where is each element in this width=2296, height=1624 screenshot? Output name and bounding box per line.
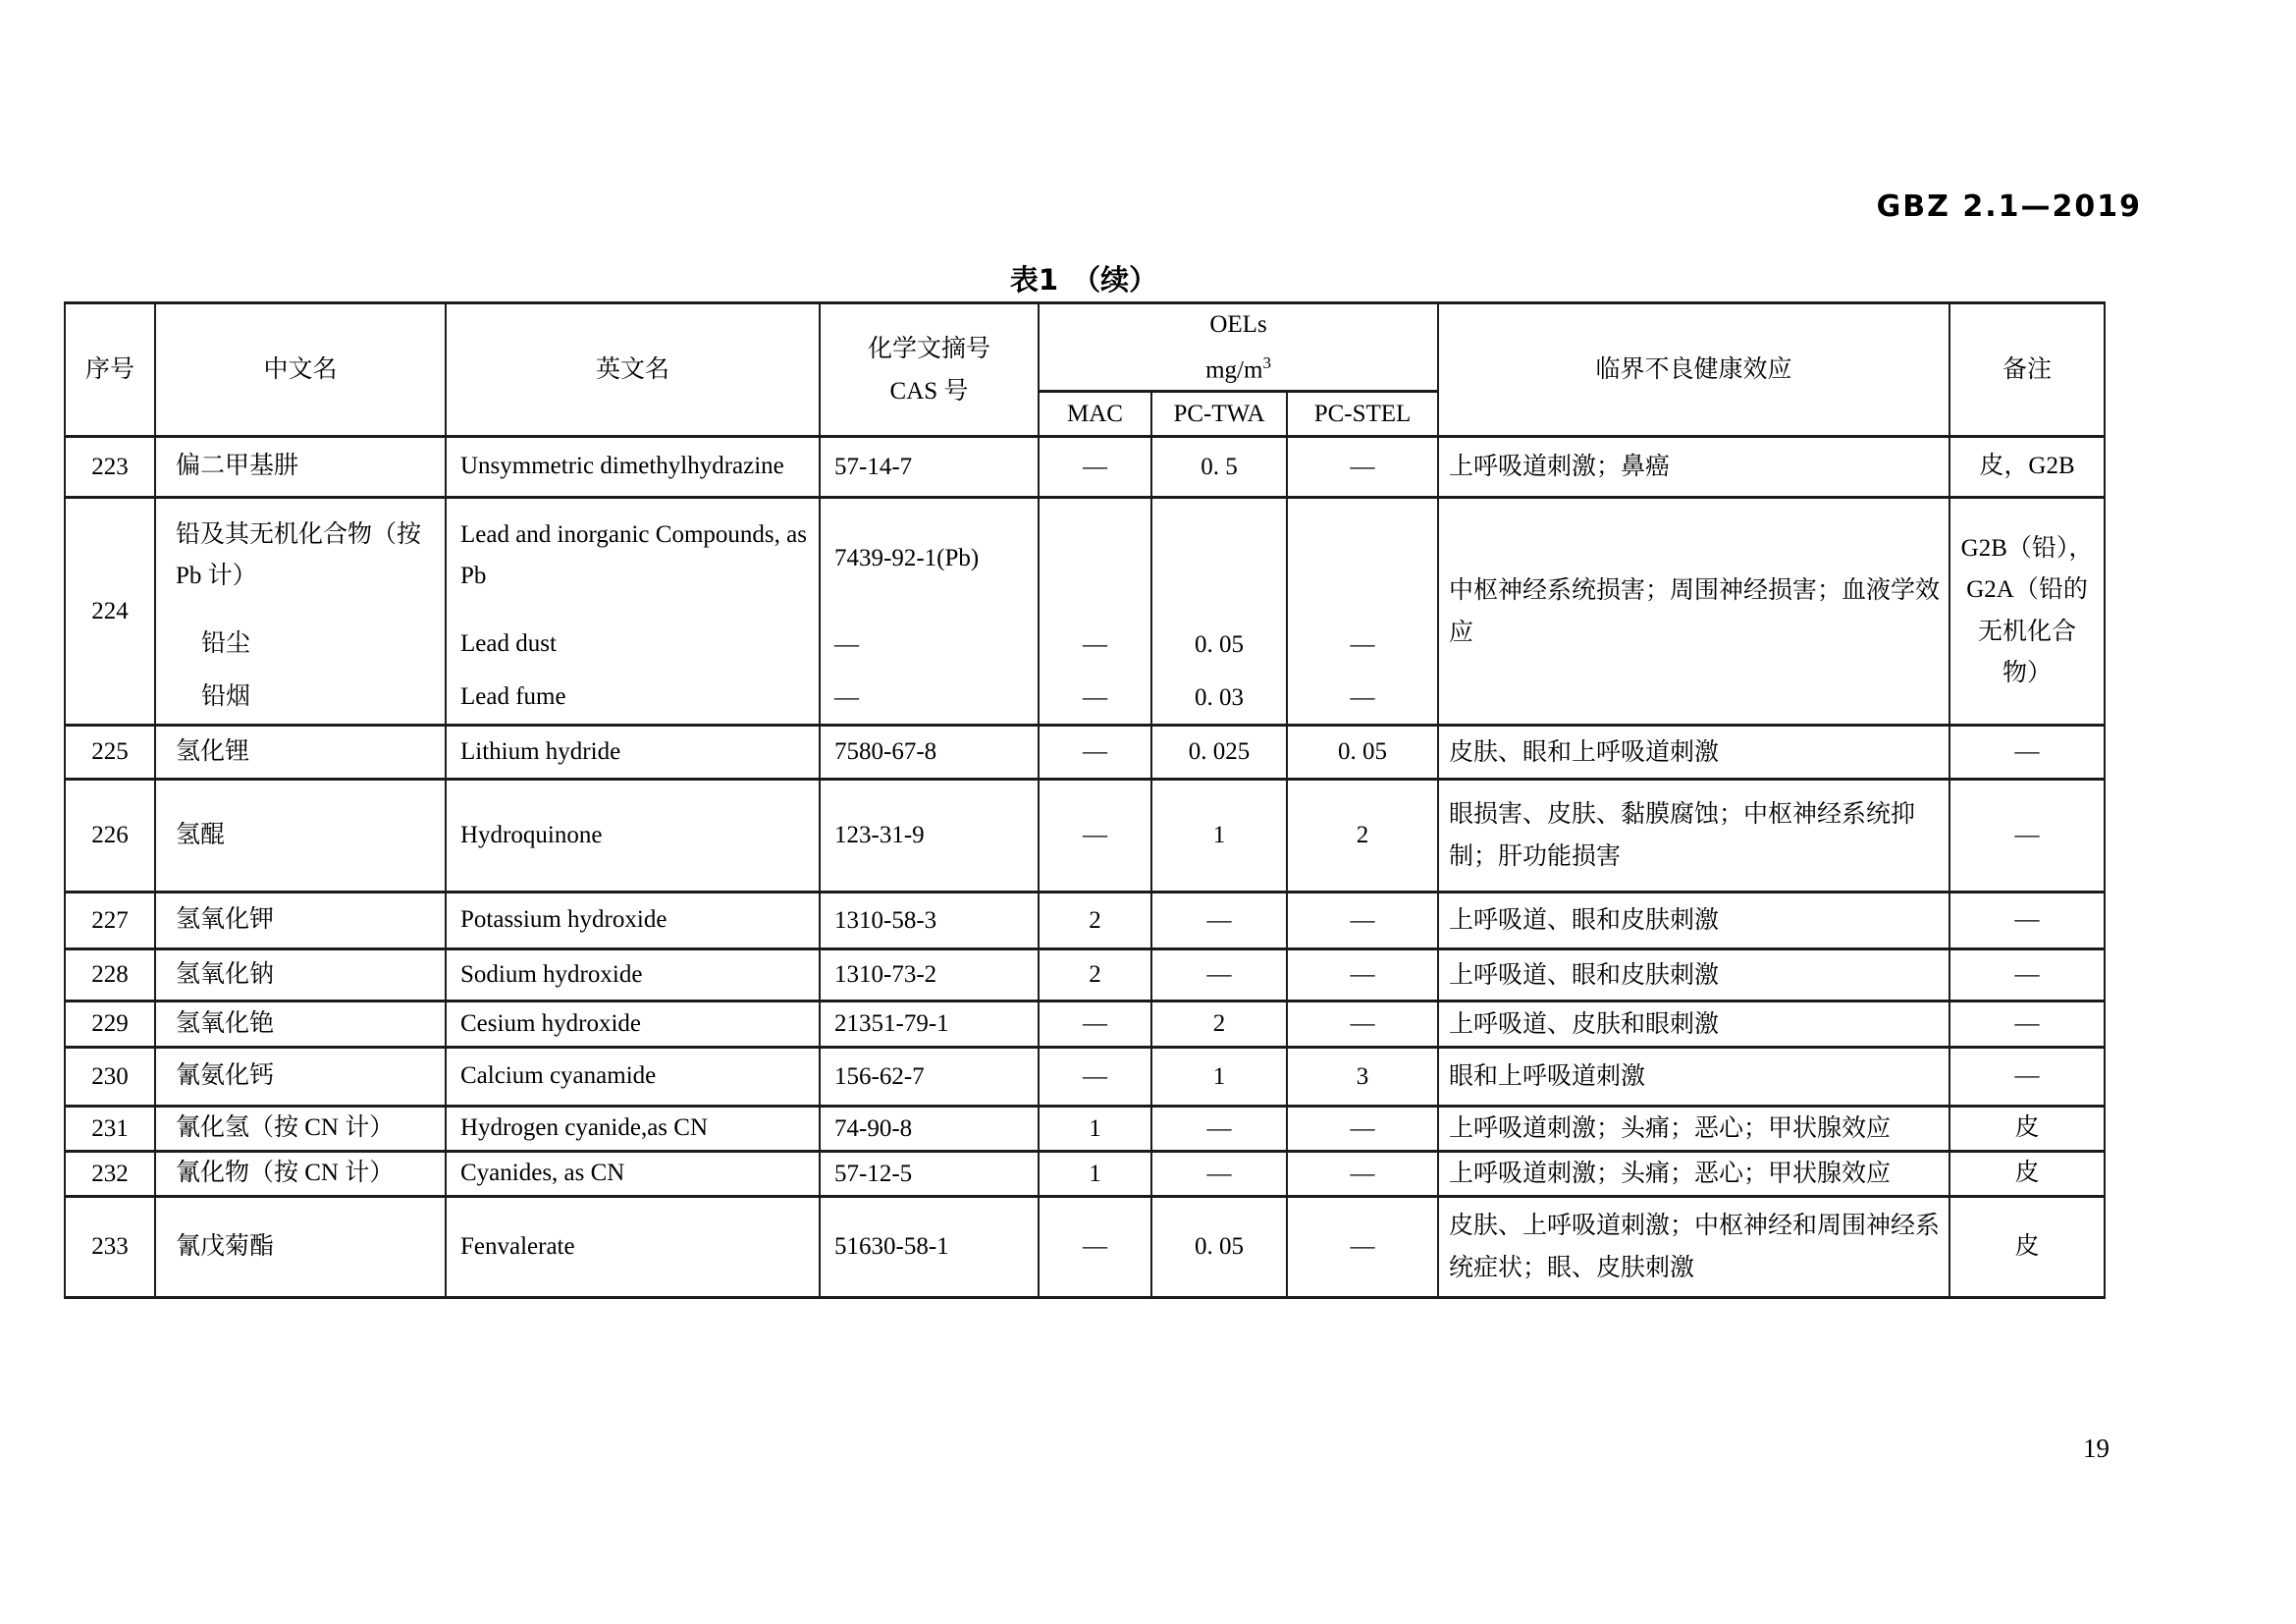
cell-english-name: Unsymmetric dimethylhydrazine: [446, 437, 820, 498]
header-oels-label: OELs: [1209, 310, 1267, 338]
cell-index: 227: [65, 893, 155, 949]
lead-dust-pc-twa: 0. 05: [1195, 630, 1244, 658]
cell-chinese-name: 偏二甲基肼: [155, 437, 446, 498]
cell-index: 226: [65, 780, 155, 893]
cell-mac: —: [1039, 1001, 1151, 1048]
cell-pc-stel: —: [1287, 437, 1438, 498]
cell-chinese-name: 氰戊菊酯: [155, 1197, 446, 1298]
cell-chinese-name: 氢氧化钠: [155, 949, 446, 1001]
lead-fume-mac: —: [1083, 683, 1107, 711]
cell-mac: 1: [1039, 1107, 1151, 1152]
cell-remark: —: [1949, 1001, 2105, 1048]
cell-english-name: Hydrogen cyanide,as CN: [446, 1107, 820, 1152]
cell-cas-number: 1310-58-3: [820, 893, 1039, 949]
cell-pc-stel: [1287, 498, 1438, 726]
cell-health-effects: 上呼吸道、皮肤和眼刺激: [1438, 1001, 1949, 1048]
cell-mac: —: [1039, 780, 1151, 893]
lead-dust-cn: 铅尘: [201, 630, 251, 658]
lead-group-name-cn: 铅及其无机化合物（按 Pb 计）: [176, 520, 422, 589]
header-mac: MAC: [1039, 392, 1151, 437]
cell-index: 233: [65, 1197, 155, 1298]
cell-health-effects: 上呼吸道、眼和皮肤刺激: [1438, 949, 1949, 1001]
cell-english-name: [446, 498, 820, 726]
cell-chinese-name: 氰化氢（按 CN 计）: [155, 1107, 446, 1152]
cell-index: 228: [65, 949, 155, 1001]
cell-pc-twa: [1151, 498, 1287, 726]
cell-health-effects: 上呼吸道刺激；头痛；恶心；甲状腺效应: [1438, 1107, 1949, 1152]
cell-chinese-name: [155, 498, 446, 726]
cell-remark: —: [1949, 1048, 2105, 1107]
cell-chinese-name: 氰氨化钙: [155, 1048, 446, 1107]
cell-health-effects: 眼损害、皮肤、黏膜腐蚀；中枢神经系统抑制；肝功能损害: [1438, 780, 1949, 893]
cell-index: 229: [65, 1001, 155, 1048]
header-pc-twa: PC-TWA: [1151, 392, 1287, 437]
cell-chinese-name: 氢化锂: [155, 726, 446, 780]
header-pc-stel: PC-STEL: [1287, 392, 1438, 437]
cell-pc-twa: 1: [1151, 1048, 1287, 1107]
cell-cas-number: 57-12-5: [820, 1152, 1039, 1197]
header-remarks: 备注: [1949, 303, 2105, 437]
cell-english-name: Sodium hydroxide: [446, 949, 820, 1001]
cell-pc-stel: 3: [1287, 1048, 1438, 1107]
header-chinese-name: 中文名: [155, 303, 446, 437]
cell-pc-twa: 0. 5: [1151, 437, 1287, 498]
table-title-continued: （续）: [1072, 263, 1158, 297]
cell-pc-twa: 1: [1151, 780, 1287, 893]
cell-chinese-name: 氢氧化钾: [155, 893, 446, 949]
table-title-number: 表1: [1009, 263, 1059, 297]
lead-fume-en: Lead fume: [460, 683, 566, 711]
cell-index: 232: [65, 1152, 155, 1197]
cell-pc-twa: —: [1151, 1152, 1287, 1197]
table-row: [65, 893, 2105, 949]
cell-mac: —: [1039, 1048, 1151, 1107]
cell-remark: 皮: [1949, 1152, 2105, 1197]
cell-chinese-name: 氢氧化铯: [155, 1001, 446, 1048]
cell-pc-stel: 0. 05: [1287, 726, 1438, 780]
cell-mac: 2: [1039, 893, 1151, 949]
cell-health-effects: 眼和上呼吸道刺激: [1438, 1048, 1949, 1107]
cell-pc-stel: —: [1287, 893, 1438, 949]
lead-fume-cas: —: [834, 683, 859, 711]
cell-health-effects: 上呼吸道刺激；头痛；恶心；甲状腺效应: [1438, 1152, 1949, 1197]
cell-pc-twa: —: [1151, 893, 1287, 949]
cell-index: 230: [65, 1048, 155, 1107]
cell-english-name: Cesium hydroxide: [446, 1001, 820, 1048]
table-row: [65, 1107, 2105, 1152]
table-row: [65, 1048, 2105, 1107]
cell-english-name: Potassium hydroxide: [446, 893, 820, 949]
table-row: [65, 1152, 2105, 1197]
cell-pc-stel: 2: [1287, 780, 1438, 893]
cell-english-name: Calcium cyanamide: [446, 1048, 820, 1107]
cell-cas-number: 7580-67-8: [820, 726, 1039, 780]
cell-remark: 皮，G2B: [1949, 437, 2105, 498]
cell-mac: —: [1039, 726, 1151, 780]
table-header-row-1: [65, 303, 2105, 392]
lead-dust-mac: —: [1083, 630, 1107, 658]
cell-chinese-name: 氢醌: [155, 780, 446, 893]
cell-pc-stel: —: [1287, 1152, 1438, 1197]
lead-dust-cas: —: [834, 630, 859, 658]
cell-health-effects: 上呼吸道、眼和皮肤刺激: [1438, 893, 1949, 949]
cell-health-effects: 皮肤、眼和上呼吸道刺激: [1438, 726, 1949, 780]
lead-fume-pc-stel: —: [1350, 683, 1375, 711]
cell-remark: —: [1949, 780, 2105, 893]
cell-pc-stel: —: [1287, 949, 1438, 1001]
standard-code: GBZ 2.1—2019: [1876, 189, 2142, 224]
cell-index: 231: [65, 1107, 155, 1152]
header-english-name: 英文名: [446, 303, 820, 437]
table-row: [65, 726, 2105, 780]
cell-index: 223: [65, 437, 155, 498]
cell-english-name: Fenvalerate: [446, 1197, 820, 1298]
lead-fume-pc-twa: 0. 03: [1195, 683, 1244, 711]
header-cas-number: [820, 303, 1039, 437]
cell-pc-twa: 0. 05: [1151, 1197, 1287, 1298]
cell-pc-twa: 2: [1151, 1001, 1287, 1048]
cell-cas-number: 74-90-8: [820, 1107, 1039, 1152]
page-number: 19: [2083, 1434, 2109, 1463]
cell-pc-stel: —: [1287, 1197, 1438, 1298]
cell-mac: —: [1039, 1197, 1151, 1298]
cell-cas-number: 156-62-7: [820, 1048, 1039, 1107]
cell-english-name: Hydroquinone: [446, 780, 820, 893]
cell-remark: 皮: [1949, 1197, 2105, 1298]
cell-index: 224: [65, 498, 155, 726]
header-cas-line1: 化学文摘号: [867, 335, 990, 362]
cell-remark: —: [1949, 949, 2105, 1001]
table-row: [65, 1197, 2105, 1298]
lead-dust-en: Lead dust: [460, 630, 557, 658]
cell-remark: 皮: [1949, 1107, 2105, 1152]
table-row: [65, 498, 2105, 726]
cell-health-effects: 皮肤、上呼吸道刺激；中枢神经和周围神经系统症状；眼、皮肤刺激: [1438, 1197, 1949, 1298]
cell-health-effects: 中枢神经系统损害；周围神经损害；血液学效应: [1438, 498, 1949, 726]
cell-mac: 1: [1039, 1152, 1151, 1197]
cell-english-name: Cyanides, as CN: [446, 1152, 820, 1197]
table-row: [65, 437, 2105, 498]
cell-cas-number: [820, 498, 1039, 726]
header-oels: [1039, 303, 1438, 392]
table-row: [65, 949, 2105, 1001]
table-row: [65, 780, 2105, 893]
lead-fume-cn: 铅烟: [201, 683, 251, 711]
cell-english-name: Lithium hydride: [446, 726, 820, 780]
table-row: [65, 1001, 2105, 1048]
lead-group-cas: 7439-92-1(Pb): [834, 544, 980, 571]
header-oels-unit: $mg/m^3$: [1205, 352, 1271, 384]
cell-cas-number: 21351-79-1: [820, 1001, 1039, 1048]
cell-pc-twa: —: [1151, 949, 1287, 1001]
cell-cas-number: 51630-58-1: [820, 1197, 1039, 1298]
header-index: 序号: [65, 303, 155, 437]
table-title: [64, 258, 2104, 298]
cell-remark: G2B（铅）， G2A（铅的 无机化合 物）: [1949, 498, 2105, 726]
cell-cas-number: 57-14-7: [820, 437, 1039, 498]
cell-chinese-name: 氰化物（按 CN 计）: [155, 1152, 446, 1197]
cell-mac: [1039, 498, 1151, 726]
header-health-effects: 临界不良健康效应: [1438, 303, 1949, 437]
lead-dust-pc-stel: —: [1350, 630, 1375, 658]
cell-remark: —: [1949, 726, 2105, 780]
oel-table: [64, 301, 2106, 1299]
cell-health-effects: 上呼吸道刺激；鼻癌: [1438, 437, 1949, 498]
cell-cas-number: 1310-73-2: [820, 949, 1039, 1001]
header-cas-line2: CAS 号: [889, 377, 969, 405]
header-oels-unit-exponent: 3: [1262, 352, 1271, 372]
cell-pc-stel: —: [1287, 1001, 1438, 1048]
cell-cas-number: 123-31-9: [820, 780, 1039, 893]
cell-pc-twa: 0. 025: [1151, 726, 1287, 780]
cell-pc-stel: —: [1287, 1107, 1438, 1152]
cell-remark: —: [1949, 893, 2105, 949]
cell-pc-twa: —: [1151, 1107, 1287, 1152]
cell-mac: —: [1039, 437, 1151, 498]
lead-group-name-en: Lead and inorganic Compounds, as Pb: [460, 520, 807, 589]
cell-index: 225: [65, 726, 155, 780]
cell-mac: 2: [1039, 949, 1151, 1001]
